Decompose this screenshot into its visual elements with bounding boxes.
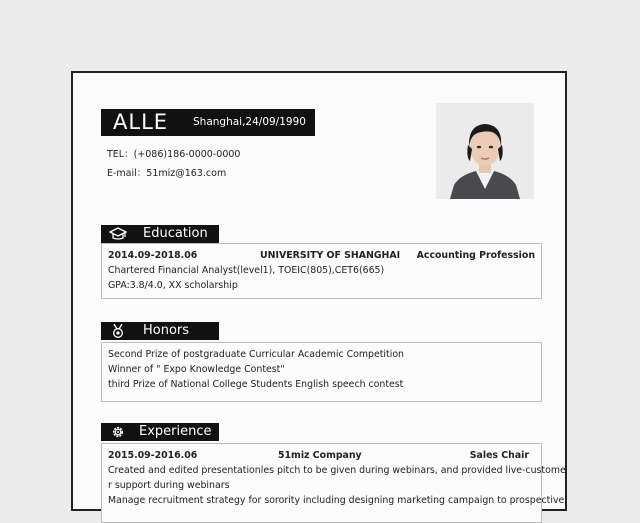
experience-description: Created and edited presentationles pitch to be given during webinars, and provided live-custome	[108, 465, 566, 476]
experience-header	[101, 423, 219, 441]
education-title: Education	[143, 226, 208, 241]
education-major: Accounting Profession	[416, 250, 535, 261]
education-period: 2014.09-2018.06	[108, 250, 198, 261]
honors-title: Honors	[143, 323, 190, 338]
honor-item: Second Prize of postgraduate Curricular Academic Competition	[108, 349, 404, 360]
email-address: E-mail：51miz@163.com	[107, 168, 227, 179]
experience-description: Manage recruitment strategy for sorority including designing marketing campaign to prospective	[108, 495, 565, 506]
experience-title: Experience	[139, 424, 212, 439]
profile-photo	[436, 103, 534, 199]
education-header	[101, 225, 219, 243]
graduation-cap-icon	[109, 227, 127, 241]
education-certifications: Chartered Financial Analyst(level1), TOEIC(805),CET6(665)	[108, 265, 385, 276]
candidate-name: ALLE	[113, 110, 169, 134]
experience-company: 51miz Company	[278, 450, 362, 461]
honors-header	[101, 322, 219, 340]
honors-box	[101, 342, 542, 402]
honor-item: Winner of " Expo Knowledge Contest"	[108, 364, 285, 375]
experience-period: 2015.09-2016.06	[108, 450, 198, 461]
phone-number: TEL：(+086)186-0000-0000	[107, 149, 241, 160]
resume-sheet	[71, 71, 567, 511]
name-bar	[101, 109, 315, 136]
medal-icon	[109, 324, 127, 338]
experience-role: Sales Chair	[469, 450, 529, 461]
education-gpa: GPA:3.8/4.0, XX scholarship	[108, 280, 238, 291]
gear-icon	[109, 425, 127, 439]
location-date: Shanghai,24/09/1990	[193, 116, 306, 128]
honor-item: third Prize of National College Students English speech contest	[108, 379, 404, 390]
education-box	[101, 243, 542, 299]
experience-description: r support during webinars	[108, 480, 230, 491]
education-school: UNIVERSITY OF SHANGHAI	[260, 250, 401, 261]
experience-box	[101, 443, 566, 523]
